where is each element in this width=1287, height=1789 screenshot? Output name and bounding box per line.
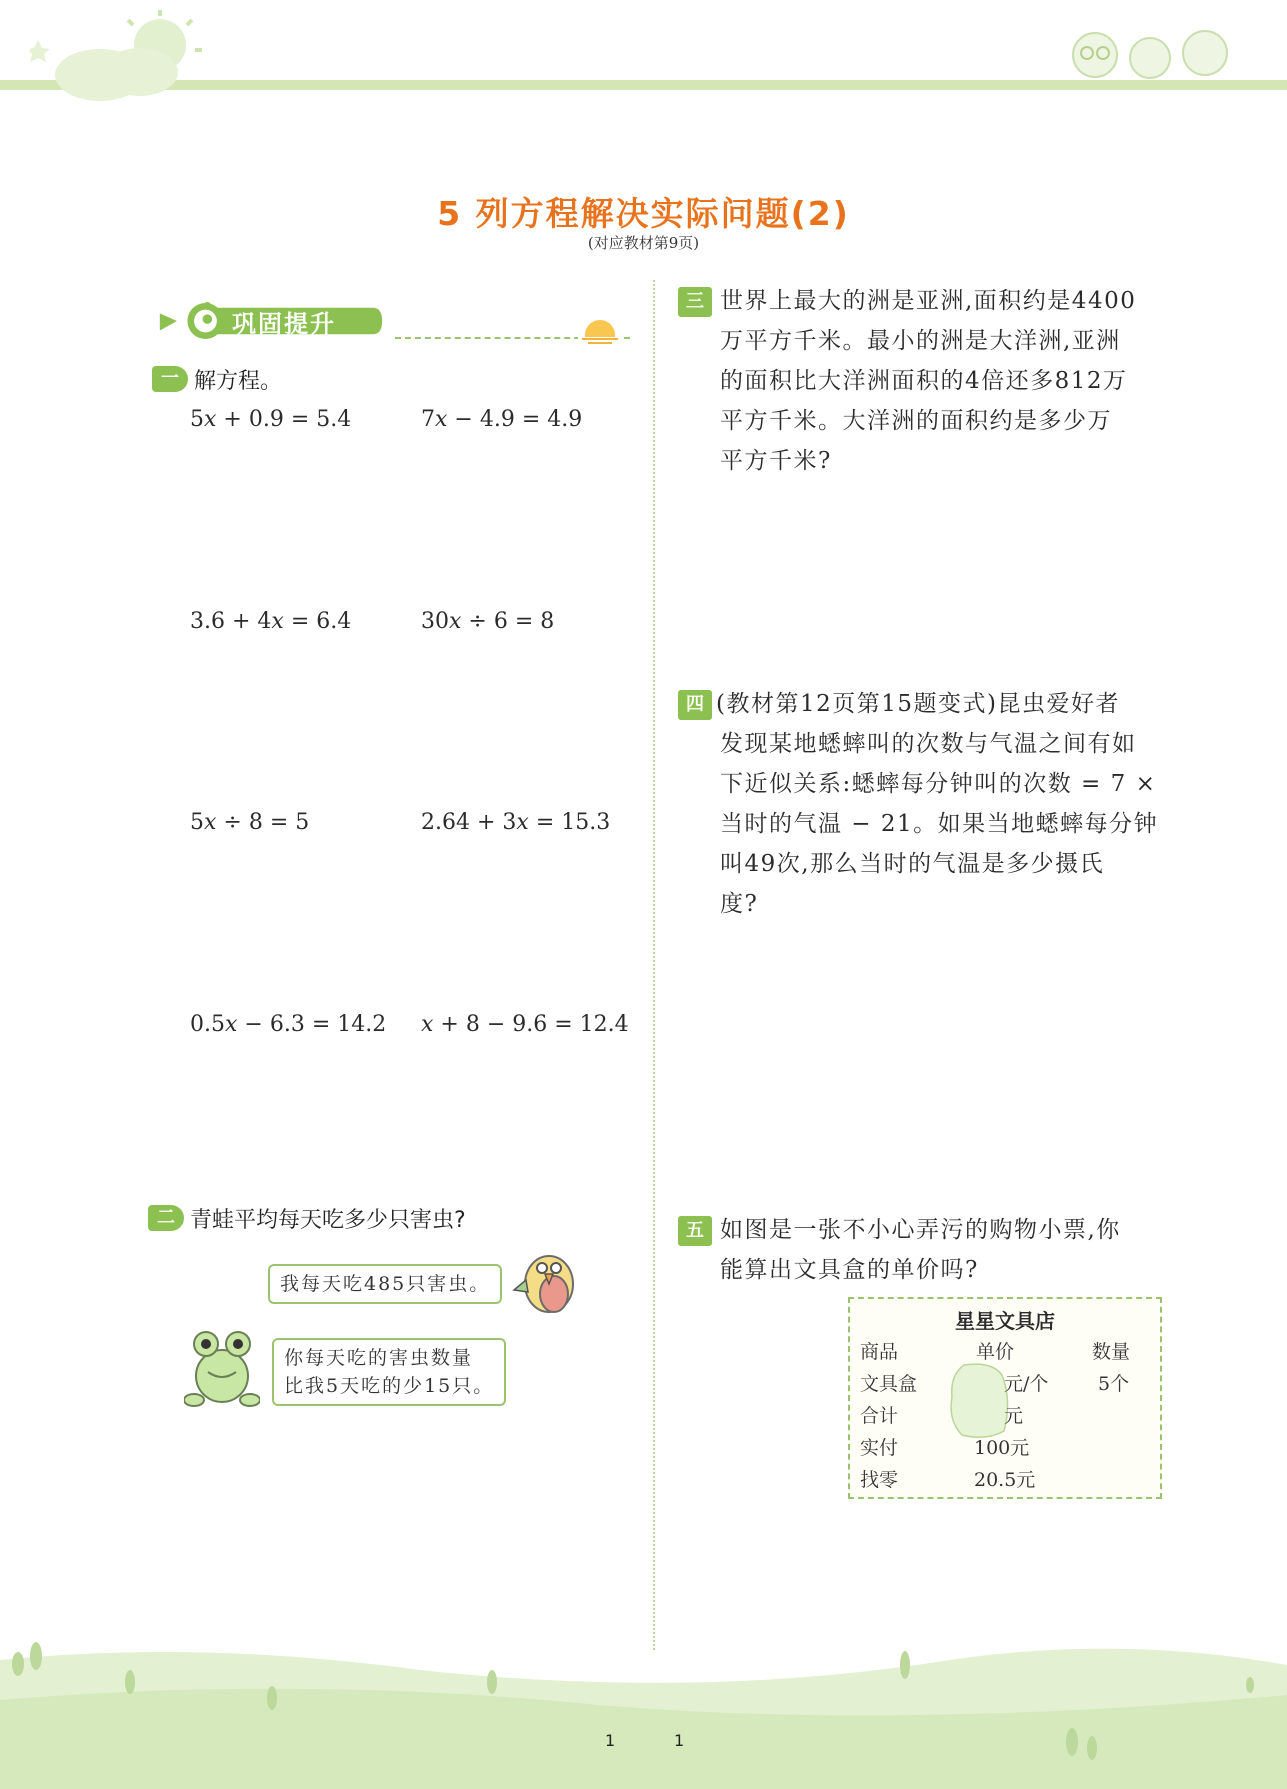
frog-speech-line-2: 比我5天吃的少15只。 <box>284 1375 495 1397</box>
equation-2: 7x − 4.9 = 4.9 <box>421 407 583 432</box>
q4-line: 下近似关系:蟋蟀每分钟叫的次数 = 7 × <box>720 771 1157 797</box>
receipt-shop-name: 星星文具店 <box>955 1309 1055 1333</box>
q4-line: 叫49次,那么当时的气温是多少摄氏 <box>720 851 1105 877</box>
animal-faces-decoration <box>1060 20 1250 82</box>
question-4-text <box>716 684 1158 924</box>
question-number-4: 四 <box>678 690 712 720</box>
stain-blot <box>946 1361 1012 1441</box>
q3-line: 万平方千米。最小的洲是大洋洲,亚洲 <box>720 328 1121 354</box>
bird-speech-bubble: 我每天吃485只害虫。 <box>268 1264 502 1304</box>
equation-6: 2.64 + 3x = 15.3 <box>421 810 611 835</box>
page-title: 5 列方程解决实际问题(2) <box>437 194 850 233</box>
receipt-paid-value: 100元 <box>974 1437 1030 1459</box>
equation-7: 0.5x − 6.3 = 14.2 <box>190 1012 387 1037</box>
receipt-total-unit: 元 <box>1004 1405 1024 1427</box>
sun-cloud-decoration <box>30 10 220 110</box>
receipt-change-value: 20.5元 <box>974 1469 1036 1491</box>
section-label: 巩固提升 <box>232 310 336 338</box>
page-subtitle: (对应教材第9页) <box>587 234 700 252</box>
question-2-heading: 青蛙平均每天吃多少只害虫? <box>190 1208 466 1233</box>
shopping-receipt <box>848 1297 1162 1499</box>
q3-line: 平方千米? <box>720 448 832 474</box>
q4-line: 发现某地蟋蟀叫的次数与气温之间有如 <box>720 731 1137 757</box>
landscape-decoration <box>0 1620 1287 1789</box>
question-number-1: 一 <box>152 366 188 392</box>
question-5-text <box>720 1210 1121 1290</box>
bird-icon <box>512 1240 586 1322</box>
receipt-qty: 5个 <box>1098 1373 1130 1395</box>
question-number-3: 三 <box>678 287 712 317</box>
q3-line: 平方千米。大洋洲的面积约是多少万 <box>720 408 1112 434</box>
question-1-heading: 解方程。 <box>194 369 283 394</box>
question-number-5: 五 <box>678 1216 712 1246</box>
receipt-col-price: 单价 <box>976 1341 1015 1363</box>
q5-line: 能算出文具盒的单价吗? <box>720 1257 979 1283</box>
question-3-text <box>720 281 1136 481</box>
equation-3: 3.6 + 4x = 6.4 <box>190 609 352 634</box>
receipt-col-qty: 数量 <box>1092 1341 1131 1363</box>
sunset-icon <box>578 305 622 349</box>
q4-line: (教材第12页第15题变式)昆虫爱好者 <box>716 691 1120 717</box>
receipt-item: 文具盒 <box>860 1373 918 1395</box>
receipt-change-label: 找零 <box>860 1469 899 1491</box>
question-number-2: 二 <box>148 1205 184 1231</box>
receipt-price-unit: 元/个 <box>1004 1373 1049 1395</box>
receipt-total-label: 合计 <box>860 1405 899 1427</box>
page-number-left: 1 <box>605 1731 616 1750</box>
equation-5: 5x ÷ 8 = 5 <box>190 810 310 835</box>
equation-8: x + 8 − 9.6 = 12.4 <box>421 1012 629 1037</box>
q5-line: 如图是一张不小心弄污的购物小票,你 <box>720 1217 1121 1243</box>
frog-icon <box>184 1326 260 1410</box>
equation-4: 30x ÷ 6 = 8 <box>421 609 555 634</box>
receipt-col-item: 商品 <box>860 1341 899 1363</box>
frog-speech-line-1: 你每天吃的害虫数量 <box>284 1347 474 1369</box>
frog-speech-bubble <box>272 1338 506 1406</box>
receipt-paid-label: 实付 <box>860 1437 899 1459</box>
page-number-right: 1 <box>674 1731 685 1750</box>
q3-line: 的面积比大洋洲面积的4倍还多812万 <box>720 368 1128 394</box>
equation-1: 5x + 0.9 = 5.4 <box>190 407 352 432</box>
q4-line: 度? <box>720 891 759 917</box>
q3-line: 世界上最大的洲是亚洲,面积约是4400 <box>720 288 1137 314</box>
column-divider <box>653 280 655 1650</box>
q4-line: 当时的气温 − 21。如果当地蟋蟀每分钟 <box>720 811 1159 837</box>
